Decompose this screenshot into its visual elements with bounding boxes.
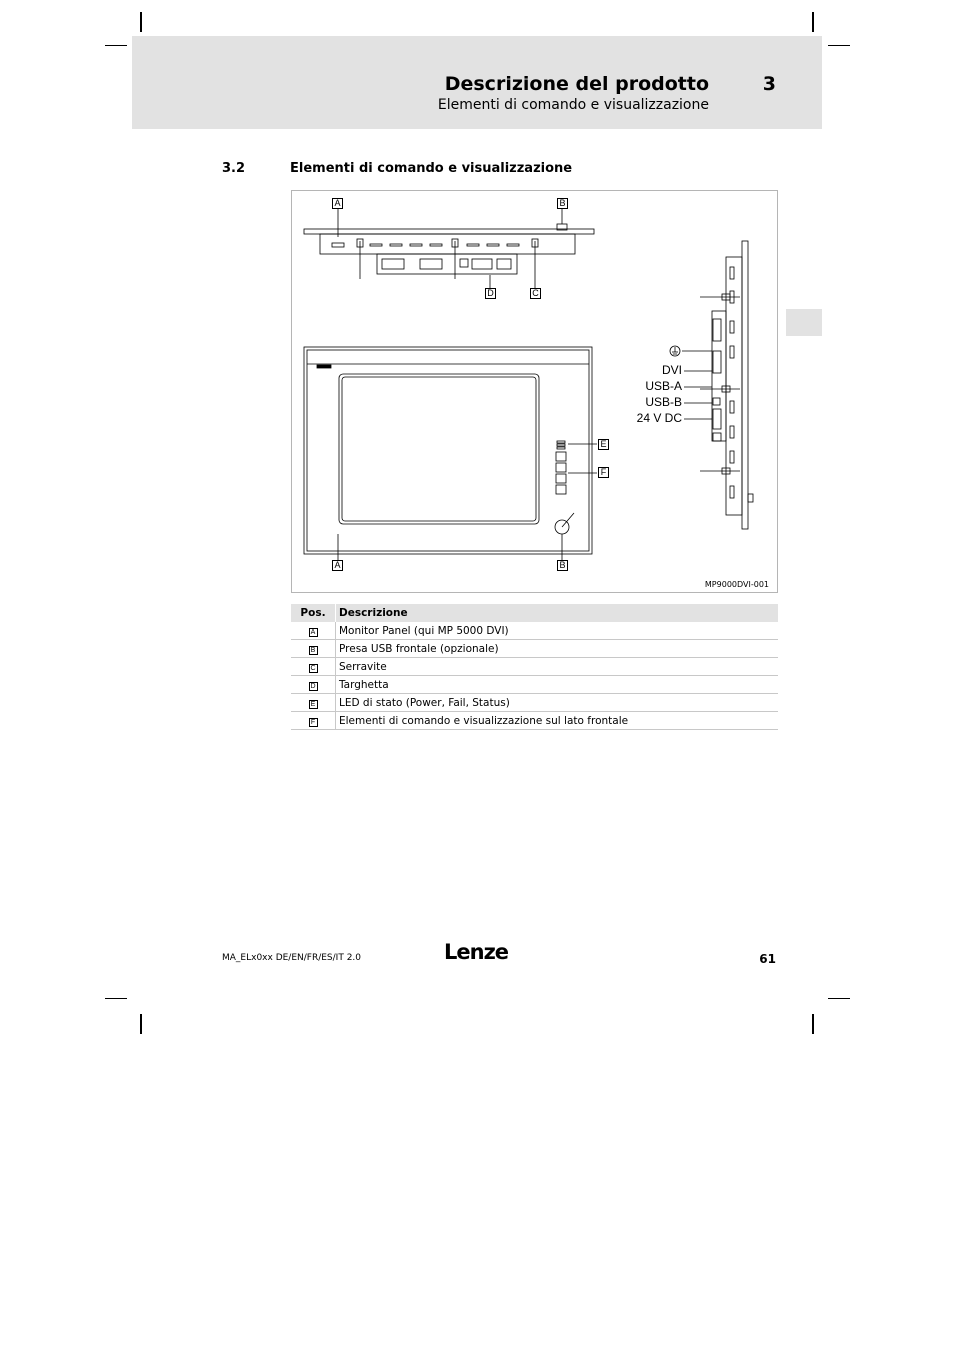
row-description: LED di stato (Power, Fail, Status) (336, 694, 779, 712)
marker-a-front: A (332, 560, 343, 571)
crop-mark (140, 12, 142, 32)
table-row (291, 640, 778, 658)
top-view-housing (320, 234, 575, 254)
label-usb-a: USB-A (645, 379, 682, 393)
chapter-tab (786, 309, 822, 336)
page-title: Descrizione del prodotto (444, 73, 709, 95)
crop-mark (105, 998, 127, 999)
pos-marker: F (309, 718, 318, 727)
crop-mark (828, 998, 850, 999)
row-description: Elementi di comando e visualizzazione sul lato frontale (336, 712, 779, 730)
marker-f: F (598, 467, 609, 478)
section-number: 3.2 (222, 161, 246, 176)
crop-mark (105, 45, 127, 46)
footer-doc-id: MA_ELx0xx DE/EN/FR/ES/IT 2.0 (222, 953, 362, 963)
label-24v-dc: 24 V DC (636, 411, 682, 425)
pos-marker: A (309, 628, 318, 637)
label-dvi: DVI (661, 363, 682, 377)
page-subtitle: Elementi di comando e visualizzazione (437, 97, 709, 113)
lenze-logo: Lenze (444, 940, 509, 964)
column-header-pos: Pos. (291, 604, 336, 622)
front-view-screen (339, 374, 539, 524)
marker-b-front: B (557, 560, 568, 571)
pos-marker: D (310, 682, 316, 690)
section-title: Elementi di comando e visualizzazione (290, 161, 573, 176)
row-description: Serravite (336, 658, 779, 676)
marker-a-top: A (332, 198, 343, 209)
table-row (291, 712, 778, 730)
table-row (291, 658, 778, 676)
marker-c: C (530, 288, 541, 299)
product-figure (291, 190, 778, 593)
position-table (291, 604, 778, 730)
crop-mark (812, 1014, 814, 1034)
top-view-bezel (304, 229, 594, 234)
marker-d: D (485, 288, 496, 299)
pos-marker: E (309, 700, 318, 709)
table-row (291, 622, 778, 640)
page-number: 61 (759, 952, 776, 966)
marker-e: E (598, 439, 609, 450)
device-drawing (292, 191, 779, 594)
marker-b-top: B (557, 198, 568, 209)
side-view-bezel (742, 241, 748, 529)
column-header-desc: Descrizione (336, 604, 779, 622)
crop-mark (812, 12, 814, 32)
table-row (291, 676, 778, 694)
crop-mark (828, 45, 850, 46)
front-view-frame (304, 347, 592, 554)
table-row (291, 694, 778, 712)
top-view-connector-block (377, 254, 517, 274)
row-description: Presa USB frontale (opzionale) (336, 640, 779, 658)
table-header-row (291, 604, 778, 622)
chapter-number: 3 (762, 73, 776, 95)
figure-id: MP9000DVI-001 (704, 580, 769, 589)
pos-marker: B (309, 646, 318, 655)
row-description: Monitor Panel (qui MP 5000 DVI) (336, 622, 779, 640)
pos-marker: C (310, 664, 316, 672)
side-view-connector-block (712, 311, 726, 441)
label-usb-b: USB-B (645, 395, 682, 409)
crop-mark (140, 1014, 142, 1034)
row-description: Targhetta (336, 676, 779, 694)
